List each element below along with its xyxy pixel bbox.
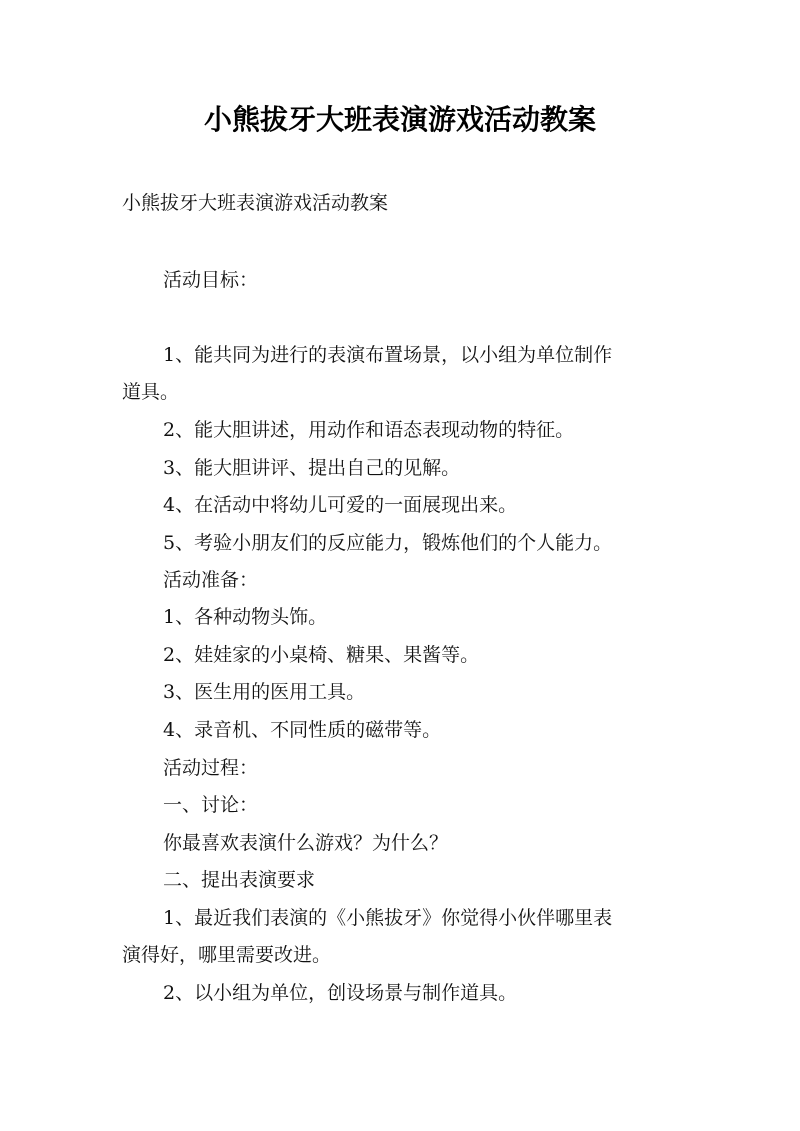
prep-4: 4、录音机、不同性质的磁带等。 (163, 719, 442, 741)
prep-3: 3、医生用的医用工具。 (163, 681, 366, 703)
prep-1: 1、各种动物头饰。 (163, 606, 328, 628)
document-subtitle: 小熊拔牙大班表演游戏活动教案 (122, 192, 389, 214)
prep-heading: 活动准备： (163, 569, 259, 591)
step-1-question: 你最喜欢表演什么游戏？为什么？ (163, 832, 449, 854)
step-2-1-line-1: 1、最近我们表演的《小熊拔牙》你觉得小伙伴哪里表 (163, 907, 613, 929)
step-2-heading: 二、提出表演要求 (163, 869, 316, 891)
document-title: 小熊拔牙大班表演游戏活动教案 (203, 103, 596, 136)
goals-heading: 活动目标： (163, 269, 259, 291)
goal-3: 3、能大胆讲评、提出自己的见解。 (163, 457, 461, 479)
goal-4: 4、在活动中将幼儿可爱的一面展现出来。 (163, 494, 518, 516)
goal-2: 2、能大胆讲述，用动作和语态表现动物的特征。 (163, 419, 575, 441)
step-2-1-line-2: 演得好，哪里需要改进。 (122, 944, 332, 966)
goal-1-line-2: 道具。 (122, 381, 180, 403)
step-2-2: 2、以小组为单位，创设场景与制作道具。 (163, 982, 518, 1004)
goal-5: 5、考验小朋友们的反应能力，锻炼他们的个人能力。 (163, 532, 613, 554)
goal-1-line-1: 1、能共同为进行的表演布置场景，以小组为单位制作 (163, 344, 613, 366)
step-1-heading: 一、讨论： (163, 794, 259, 816)
prep-2: 2、娃娃家的小桌椅、糖果、果酱等。 (163, 644, 480, 666)
process-heading: 活动过程： (163, 757, 259, 779)
